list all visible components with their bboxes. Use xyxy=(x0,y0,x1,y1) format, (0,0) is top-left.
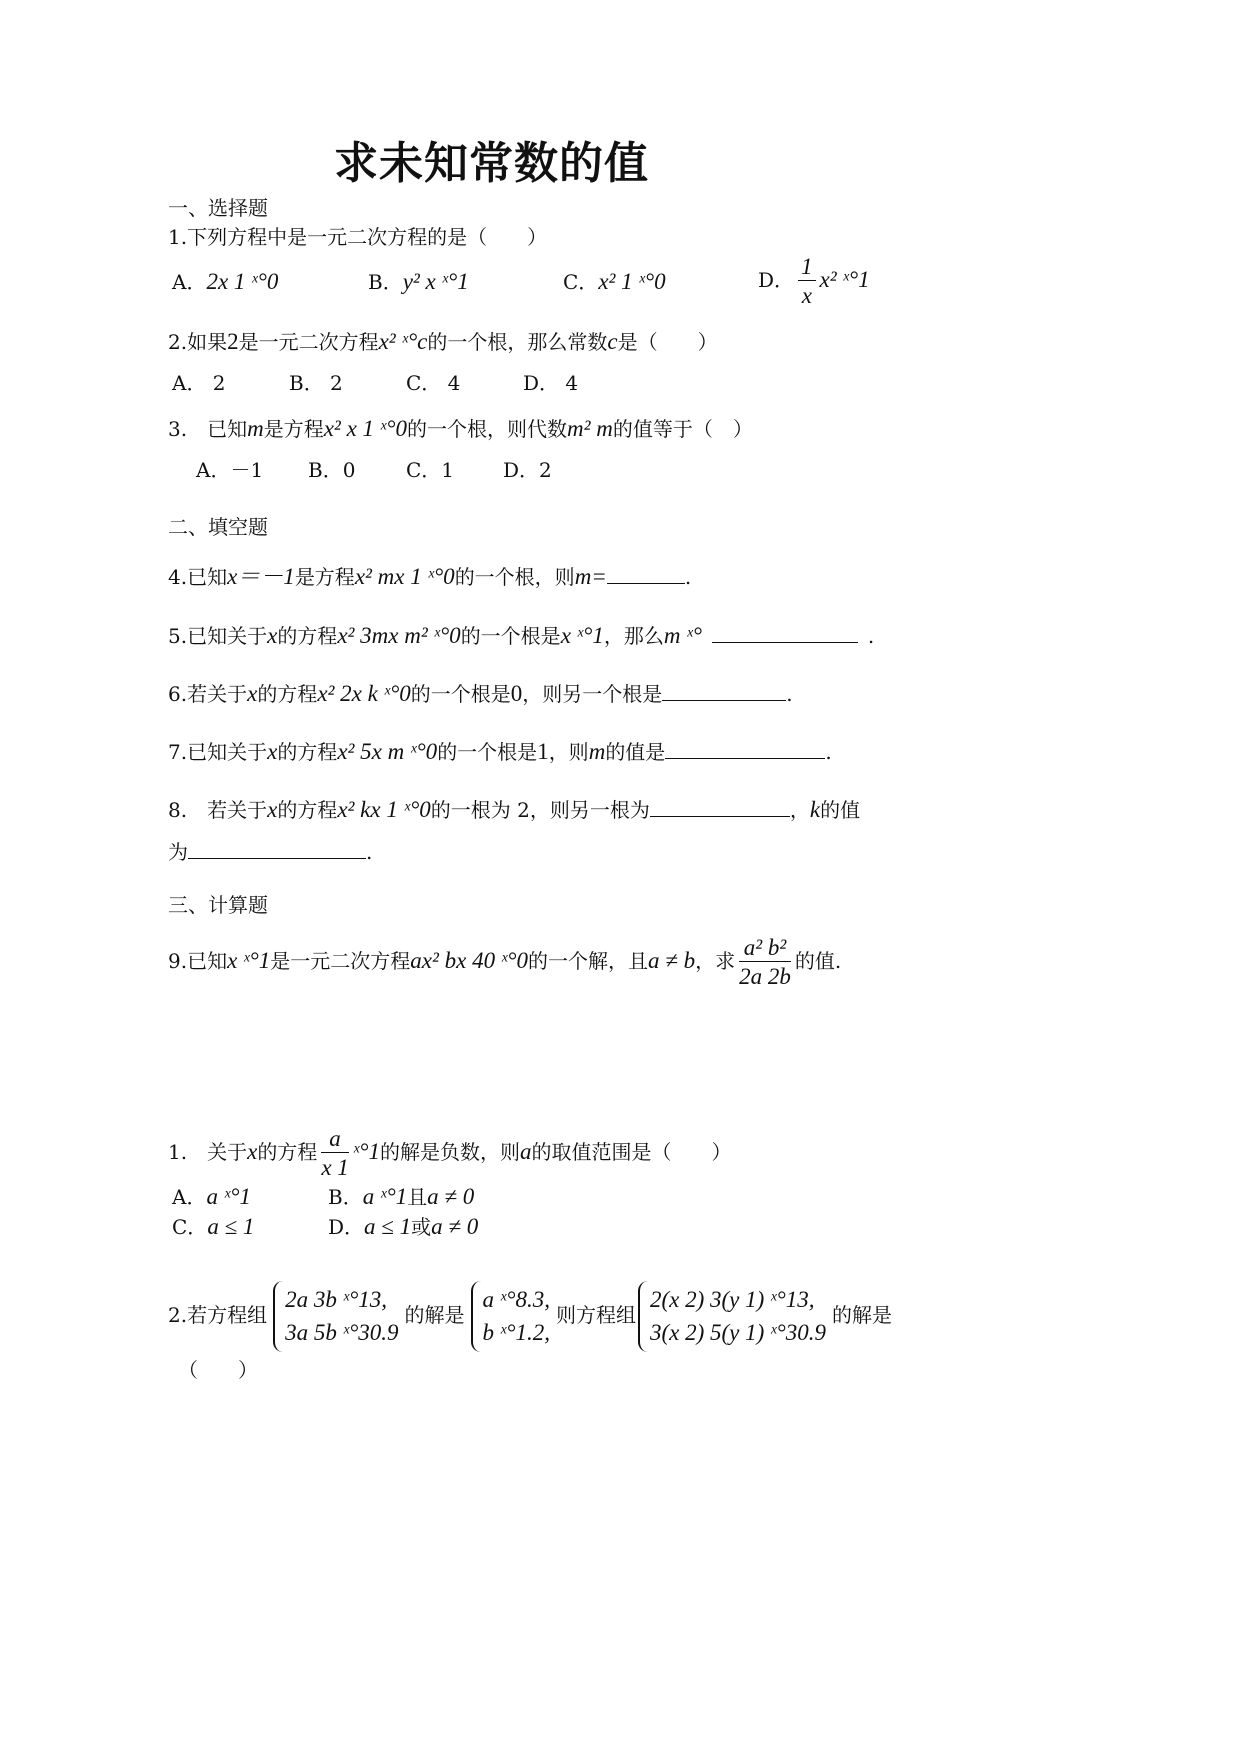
option-label: B． xyxy=(328,1185,363,1209)
q9-text: 是一元二次方程 xyxy=(270,948,411,973)
option-text: 且 xyxy=(407,1185,428,1209)
option-c-expr: x² 1 ˣ°0 xyxy=(598,269,666,294)
p1-option-d xyxy=(328,1215,478,1238)
section-heading-fill: 二、填空题 xyxy=(168,515,268,539)
option-b-expr: y² x ˣ°1 xyxy=(402,269,469,294)
q7-var: m xyxy=(588,739,606,764)
q8-text: 的一根为 2，则另一根为 xyxy=(430,798,650,822)
p1-option-c xyxy=(172,1215,254,1238)
q9-text: 的一个解，且 xyxy=(528,948,649,973)
system-line: 3a 5b ˣ°30.9 xyxy=(285,1320,399,1346)
q7-text: . xyxy=(825,740,832,764)
option-expr: a ≤ 1 xyxy=(364,1214,412,1239)
option-label: A． xyxy=(172,1185,207,1209)
fraction-numerator: 1 xyxy=(798,254,816,281)
option-expr: a ˣ°1 xyxy=(362,1184,408,1209)
q9-expr: x ˣ°1 xyxy=(227,947,271,973)
option-b xyxy=(368,270,469,293)
option-expr: a ≠ 0 xyxy=(427,1184,475,1209)
option-text: 或 xyxy=(411,1215,432,1239)
question-8 xyxy=(168,796,860,821)
system-line: 3(x 2) 5(y 1) ˣ°30.9 xyxy=(650,1320,826,1346)
system-line: a ˣ°8.3, xyxy=(482,1287,550,1312)
option-a-label: A． xyxy=(172,270,207,294)
option-b-label: B． xyxy=(368,270,403,294)
q6-num: 0 xyxy=(510,681,523,706)
q8-text: 的值 xyxy=(820,798,861,822)
q2-option-c: C． 4 xyxy=(406,371,461,395)
q4-text: 是方程 xyxy=(294,565,355,589)
answer-blank[interactable] xyxy=(607,563,685,584)
section-heading-calc: 三、计算题 xyxy=(168,893,268,917)
q8-var: x xyxy=(267,797,278,822)
q7-expr: x² 5x m ˣ°0 xyxy=(337,739,438,764)
option-expr: a ≠ 0 xyxy=(431,1214,479,1239)
q6-text: 的方程 xyxy=(257,682,318,706)
q5-var: x xyxy=(267,623,278,648)
section-heading-choice: 一、选择题 xyxy=(168,196,268,220)
q2-option-a: A． 2 xyxy=(172,371,226,395)
p2-answer-paren: （ ） xyxy=(178,1358,258,1382)
question-4 xyxy=(168,563,691,588)
question-2-stem xyxy=(168,330,718,353)
q5-text: . xyxy=(867,624,875,648)
q6-var: x xyxy=(247,681,258,706)
q3-option-a: A．－1 xyxy=(196,458,264,482)
q9-text: ，求 xyxy=(695,948,736,973)
option-d-fraction xyxy=(798,254,816,309)
q9-expr: a ≠ b xyxy=(648,947,696,973)
q2-option-b: B． 2 xyxy=(289,371,343,395)
page-title: 求未知常数的值 xyxy=(334,138,649,189)
q6-text: 6.若关于 xyxy=(168,682,248,706)
option-d-label: D． xyxy=(758,267,795,292)
q8-text: 为 xyxy=(168,840,188,864)
q8-text: ， xyxy=(789,798,810,822)
q6-expr: x² 2x k ˣ°0 xyxy=(317,681,411,706)
q4-text: 4.已知 xyxy=(168,565,228,589)
fraction-numerator: a xyxy=(321,1126,348,1153)
q2-option-d: D． 4 xyxy=(523,371,579,395)
option-expr: a ˣ°1 xyxy=(206,1184,251,1209)
q2-text: 2.如果 xyxy=(168,330,228,354)
p1-expr: ˣ°1 xyxy=(352,1138,380,1164)
system-line: b ˣ°1.2, xyxy=(482,1320,550,1346)
p1-fraction xyxy=(321,1126,348,1181)
q4-text: 的一个根，则 xyxy=(454,565,575,589)
fraction-numerator: a² b² xyxy=(739,935,791,962)
q8-text: 8. 若关于 xyxy=(168,798,268,822)
option-label: C． xyxy=(172,1215,208,1239)
q8-expr: x² kx 1 ˣ°0 xyxy=(337,797,431,822)
p2-text: 则方程组 xyxy=(556,1302,636,1327)
q6-text: 的一个根是 xyxy=(410,682,511,706)
q7-text: 的一个根是 xyxy=(437,740,538,764)
answer-blank[interactable] xyxy=(188,838,366,859)
p1-text: 的取值范围是（ ） xyxy=(531,1139,732,1164)
option-a-expr: 2x 1 ˣ°0 xyxy=(206,269,279,294)
p2-text: 2.若方程组 xyxy=(168,1302,268,1327)
q8-var: k xyxy=(809,797,821,822)
p1-option-b xyxy=(328,1185,474,1208)
q3-text: 3. 已知 xyxy=(168,417,248,441)
practice-2-stem xyxy=(168,1281,892,1352)
q2-text: 是一元二次方程 xyxy=(238,330,379,354)
q9-text: 9.已知 xyxy=(168,948,228,973)
q5-text: 的方程 xyxy=(277,624,338,648)
q2-var: c xyxy=(607,329,618,354)
option-c-label: C． xyxy=(563,270,599,294)
p1-var: x xyxy=(247,1138,258,1164)
q5-text: ，那么 xyxy=(603,624,664,648)
q3-var: m xyxy=(247,416,264,441)
p1-var: a xyxy=(519,1138,532,1164)
p2-text: 的解是 xyxy=(404,1302,465,1327)
p1-text: 的方程 xyxy=(257,1139,318,1164)
q5-text: 的一个根是 xyxy=(460,624,561,648)
question-6 xyxy=(168,680,793,705)
question-3-stem xyxy=(168,417,753,440)
option-expr: a ≤ 1 xyxy=(207,1214,255,1239)
equation-system-3 xyxy=(638,1281,826,1352)
q5-text: 5.已知关于 xyxy=(168,624,268,648)
q3-option-d: D．2 xyxy=(503,458,552,482)
q8-text: 的方程 xyxy=(277,798,338,822)
system-line: 2(x 2) 3(y 1) ˣ°13, xyxy=(650,1287,815,1312)
question-8-line-2 xyxy=(168,838,372,862)
q3-text: 的一个根，则代数 xyxy=(406,417,567,441)
p1-text: 的解是负数，则 xyxy=(379,1139,520,1164)
p1-option-a xyxy=(172,1185,251,1208)
q6-text: . xyxy=(786,682,793,706)
q3-option-c: C．1 xyxy=(406,458,455,482)
option-d xyxy=(758,254,870,309)
p2-text: 的解是 xyxy=(832,1302,892,1327)
q7-num: 1 xyxy=(537,739,549,764)
q7-text: 的方程 xyxy=(277,740,338,764)
practice-1-stem xyxy=(168,1126,731,1181)
q3-text: 的值等于（ ） xyxy=(612,417,753,441)
fraction-denominator: x 1 xyxy=(321,1155,349,1181)
q3-expr: x² x 1 ˣ°0 xyxy=(323,416,407,441)
q5-expr: x² 3mx m² ˣ°0 xyxy=(337,623,461,648)
question-5 xyxy=(168,622,874,647)
q7-text: ，则 xyxy=(548,740,589,764)
question-7 xyxy=(168,738,832,763)
equation-system-1 xyxy=(273,1281,398,1352)
q4-text: . xyxy=(684,565,692,589)
q7-text: 7.已知关于 xyxy=(168,740,268,764)
q4-expr: x² mx 1 ˣ°0 xyxy=(354,564,455,589)
system-line: 2a 3b ˣ°13, xyxy=(285,1287,388,1312)
q4-expr: x＝－1 xyxy=(227,564,295,589)
fraction-denominator: 2a 2b xyxy=(739,964,791,990)
q2-text: 是（ ） xyxy=(617,330,718,354)
q4-var: m= xyxy=(574,564,607,589)
q2-num: 2 xyxy=(227,329,239,354)
q9-expr: ax² bx 40 ˣ°0 xyxy=(410,947,529,973)
q7-text: 的值是 xyxy=(605,740,666,764)
option-c xyxy=(563,270,666,293)
q7-var: x xyxy=(267,739,278,764)
q2-expr: x² ˣ°c xyxy=(378,329,428,354)
question-1-stem: 1.下列方程中是一元二次方程的是（ ） xyxy=(168,225,548,249)
q9-text: 的值. xyxy=(794,948,842,973)
p1-text: 1. 关于 xyxy=(168,1139,248,1164)
q6-text: ，则另一个根是 xyxy=(522,682,663,706)
q5-var: m ˣ° xyxy=(663,623,702,648)
option-label: D． xyxy=(328,1215,365,1239)
answer-blank[interactable] xyxy=(665,738,825,759)
q8-text: . xyxy=(366,840,373,864)
q5-expr: x ˣ°1 xyxy=(560,623,604,648)
equation-system-2 xyxy=(471,1281,550,1352)
q3-expr: m² m xyxy=(566,416,613,441)
q3-option-b: B．0 xyxy=(308,458,356,482)
answer-blank[interactable] xyxy=(712,622,858,643)
q9-fraction xyxy=(739,935,791,990)
answer-blank[interactable] xyxy=(650,796,790,817)
question-9 xyxy=(168,935,841,990)
answer-blank[interactable] xyxy=(662,680,786,701)
option-d-expr: x² ˣ°1 xyxy=(819,266,870,292)
q3-text: 是方程 xyxy=(263,417,324,441)
q2-text: 的一个根，那么常数 xyxy=(427,330,608,354)
question-1-options xyxy=(172,270,278,293)
fraction-denominator: x xyxy=(801,283,812,309)
